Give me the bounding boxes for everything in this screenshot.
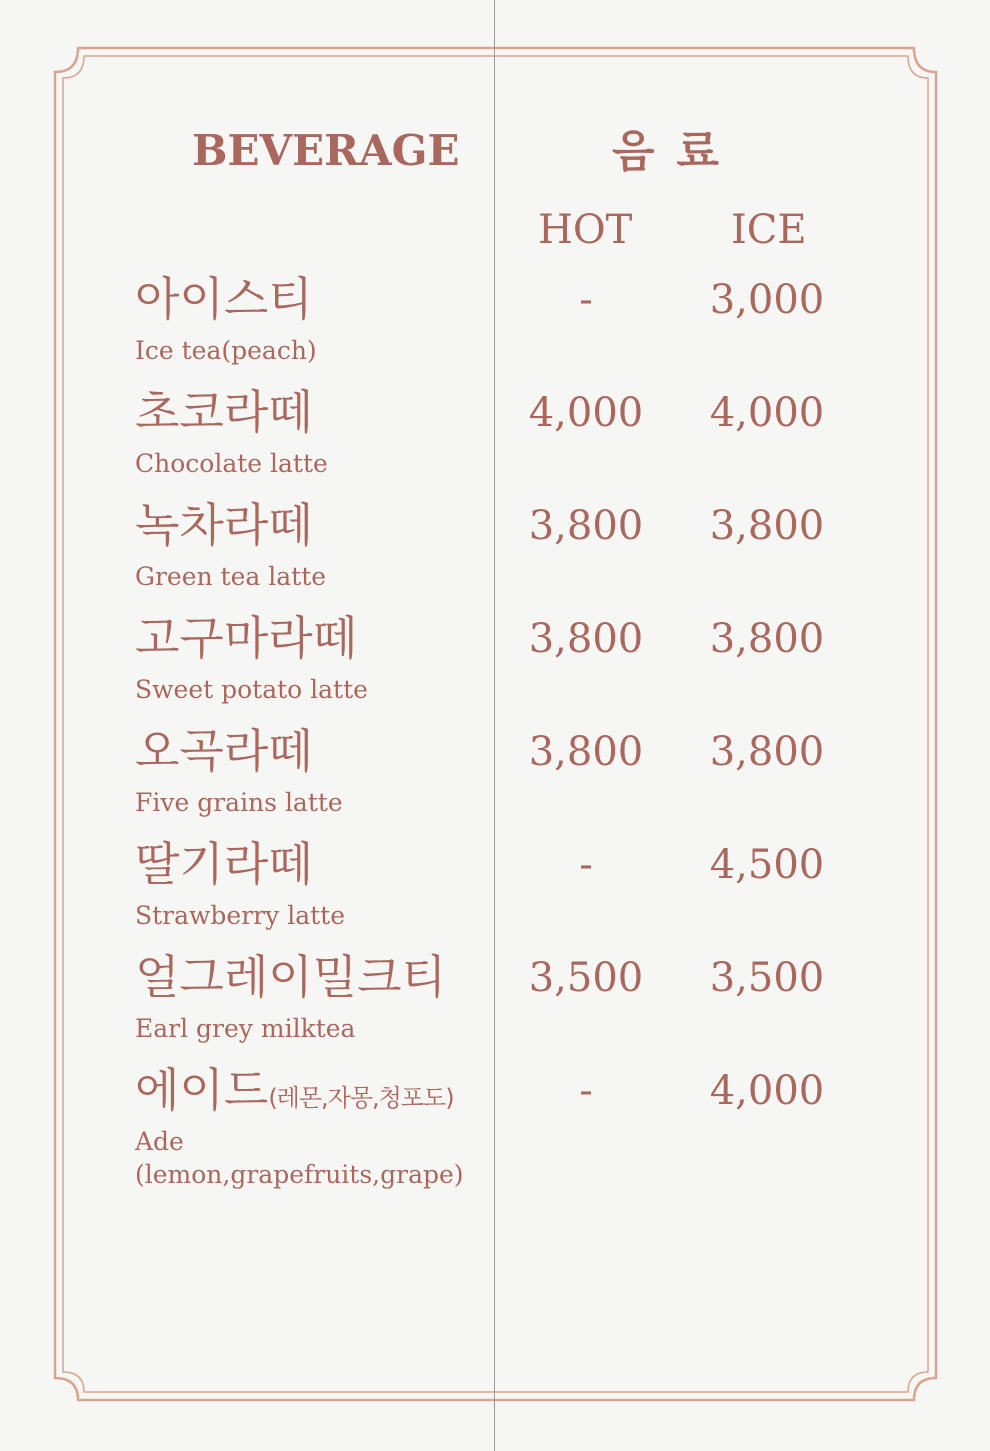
- item-name-ko: 얼그레이밀크티: [135, 950, 447, 1004]
- menu-item: [135, 272, 495, 367]
- price-hot: 4,000: [528, 390, 644, 436]
- item-name-en: Five grains latte: [135, 788, 343, 817]
- item-name-en: Strawberry latte: [135, 901, 345, 930]
- price-hot: -: [579, 842, 593, 888]
- column-header-ice: ICE: [731, 207, 807, 253]
- menu-item: [135, 1063, 495, 1191]
- price-ice: 4,500: [709, 842, 825, 888]
- price-hot: 3,800: [528, 729, 644, 775]
- item-name-ko: 녹차라떼: [135, 498, 313, 552]
- price-ice: 4,000: [709, 390, 825, 436]
- item-name-ko: 고구마라떼: [135, 611, 358, 665]
- item-name-en: Ice tea(peach): [135, 336, 317, 365]
- item-name-en: Sweet potato latte: [135, 675, 368, 704]
- menu-item: [135, 950, 495, 1045]
- menu-item: [135, 611, 495, 706]
- column-header-hot: HOT: [538, 207, 633, 253]
- price-hot: 3,800: [528, 503, 644, 549]
- item-name-ko: 딸기라떼: [135, 837, 313, 891]
- price-ice: 3,800: [709, 729, 825, 775]
- page-fold-line: [494, 0, 495, 1451]
- price-hot: -: [579, 277, 593, 323]
- price-hot: -: [579, 1068, 593, 1114]
- item-name-ko: 오곡라떼: [135, 724, 313, 778]
- item-name-en: Earl grey milktea: [135, 1014, 356, 1043]
- item-name-ko-main: 에이드: [135, 1063, 269, 1117]
- item-name-ko: 아이스티: [135, 272, 313, 326]
- price-hot: 3,500: [528, 955, 644, 1001]
- menu-item: [135, 385, 495, 480]
- item-name-en-line2: (lemon,grapefruits,grape): [135, 1160, 464, 1189]
- menu-item: [135, 724, 495, 819]
- price-ice: 3,800: [709, 616, 825, 662]
- price-hot: 3,800: [528, 616, 644, 662]
- item-name-ko: 초코라떼: [135, 385, 313, 439]
- price-ice: 3,500: [709, 955, 825, 1001]
- price-ice: 3,800: [709, 503, 825, 549]
- menu-item: [135, 837, 495, 932]
- price-ice: 3,000: [709, 277, 825, 323]
- item-name-ko: [135, 1063, 495, 1117]
- item-name-en: Chocolate latte: [135, 449, 328, 478]
- menu-title-en: BEVERAGE: [192, 126, 460, 175]
- item-name-en: [135, 1125, 495, 1191]
- menu-item: [135, 498, 495, 593]
- price-ice: 4,000: [709, 1068, 825, 1114]
- menu-title-ko: 음료: [612, 126, 742, 177]
- item-name-ko-flavors: (레몬,자몽,청포도): [268, 1084, 454, 1112]
- item-name-en: Green tea latte: [135, 562, 327, 591]
- item-name-en-line1: Ade: [135, 1127, 184, 1156]
